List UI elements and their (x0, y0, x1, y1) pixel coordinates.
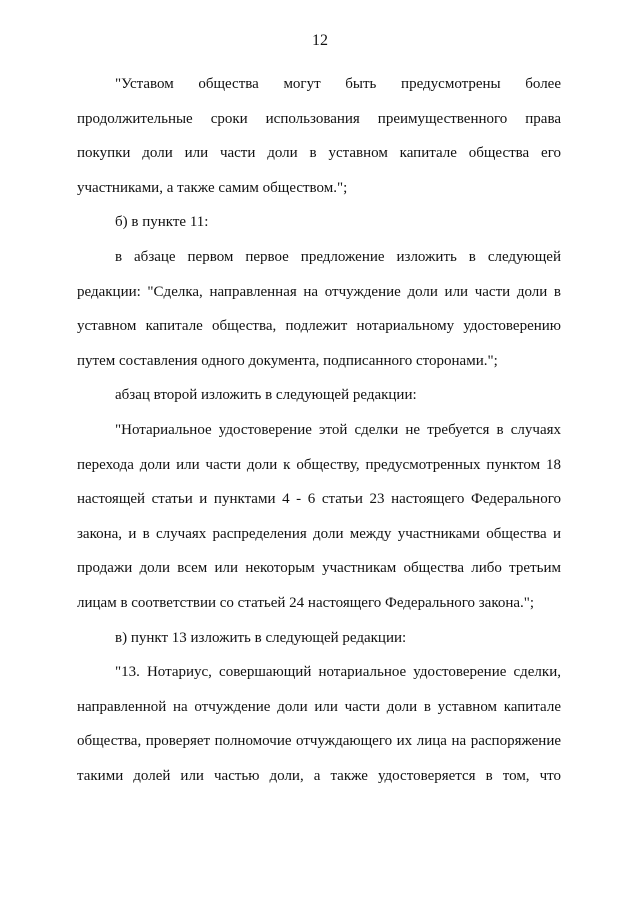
paragraph-first-subparagraph: в абзаце первом первое предложение изложить в следующей редакции: "Сделка, направленная на отчуждение доли или части доли в уставном капитале общества, подлежит нотариальному удостоверению путем составления одного документа, подписанного сторонами."; (77, 248, 561, 369)
paragraph-notarial-exemption: "Нотариальное удостоверение этой сделки не требуется в случаях перехода доли или части доли к обществу, предусмотренных пунктом 18 настоящей статьи и пунктами 4 - 6 статьи 23 настоящего Федерального закона, и в случаях распределения доли между участниками общества и продажи доли всем или некоторым участникам общества либо третьим лицам в соответствии со статьей 24 настоящего Федерального закона."; (77, 421, 561, 611)
paragraph-clause-13: "13. Нотариус, совершающий нотариальное удостоверение сделки, направленной на отчуждение доли или части доли в уставном капитале общества, проверяет полномочие отчуждающего их лица на распоряжение такими долей или частью доли, а также удостоверяется в том, что (77, 664, 561, 784)
paragraph-second-subparagraph: абзац второй изложить в следующей редакции: (115, 387, 417, 404)
paragraph-item-b: б) в пункте 11: (115, 214, 209, 231)
document-body (77, 67, 561, 793)
paragraph-charter-clause: "Уставом общества могут быть предусмотрены более продолжительные сроки использования преимущественного права покупки доли или части доли в уставном капитале общества его участниками, а также самим обществом."; (77, 76, 561, 196)
paragraph-item-v: в) пункт 13 изложить в следующей редакции: (115, 629, 407, 646)
page-number: 12 (312, 32, 328, 49)
